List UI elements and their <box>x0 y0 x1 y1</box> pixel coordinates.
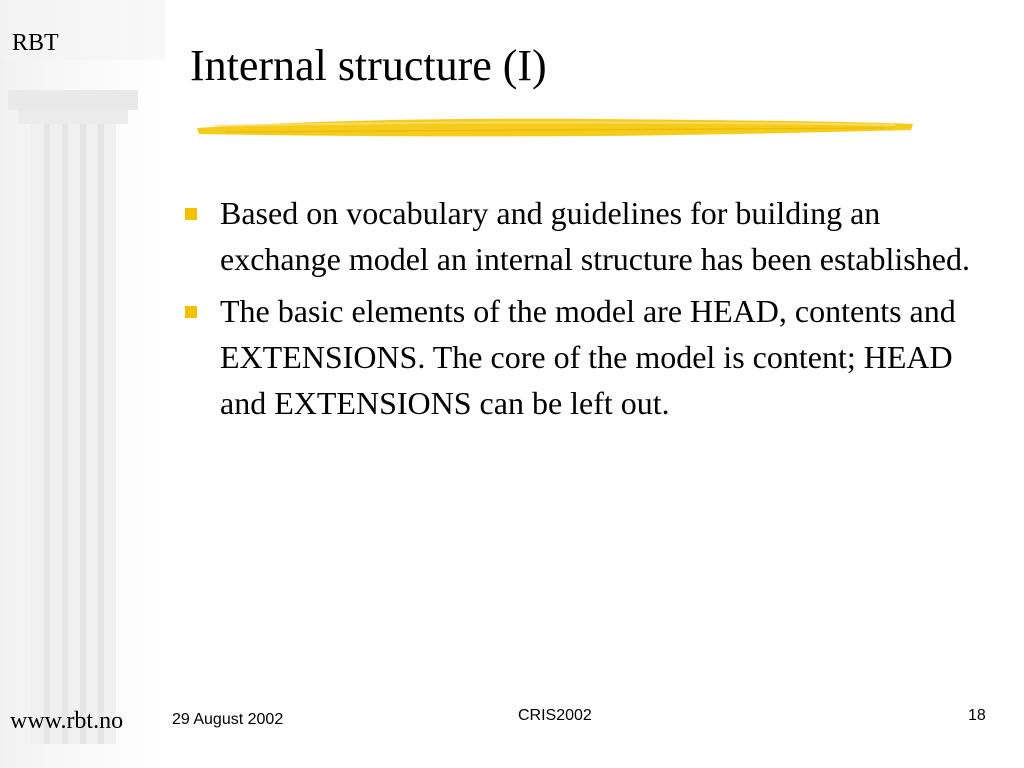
bullet-list <box>180 190 970 432</box>
footer-date: 29 August 2002 <box>172 711 284 728</box>
square-bullet-icon <box>185 208 197 220</box>
decorative-column-background <box>0 0 165 768</box>
page-number: 18 <box>968 707 986 724</box>
bullet-item <box>180 288 970 426</box>
footer-url: www.rbt.no <box>10 708 124 734</box>
column-illustration <box>0 0 165 768</box>
brand-label: RBT <box>12 30 59 56</box>
bullet-text: Based on vocabulary and guidelines for building an exchange model an internal structure has been established. <box>220 195 970 277</box>
title-brush-underline <box>195 112 915 142</box>
footer-conference: CRIS2002 <box>518 707 592 724</box>
square-bullet-icon <box>185 306 197 318</box>
slide-title: Internal structure (I) <box>190 41 547 90</box>
bullet-item <box>180 190 970 282</box>
bullet-text: The basic elements of the model are HEAD, contents and EXTENSIONS. The core of the model is content; HEAD and EXTENSIONS can be left out. <box>220 293 956 421</box>
